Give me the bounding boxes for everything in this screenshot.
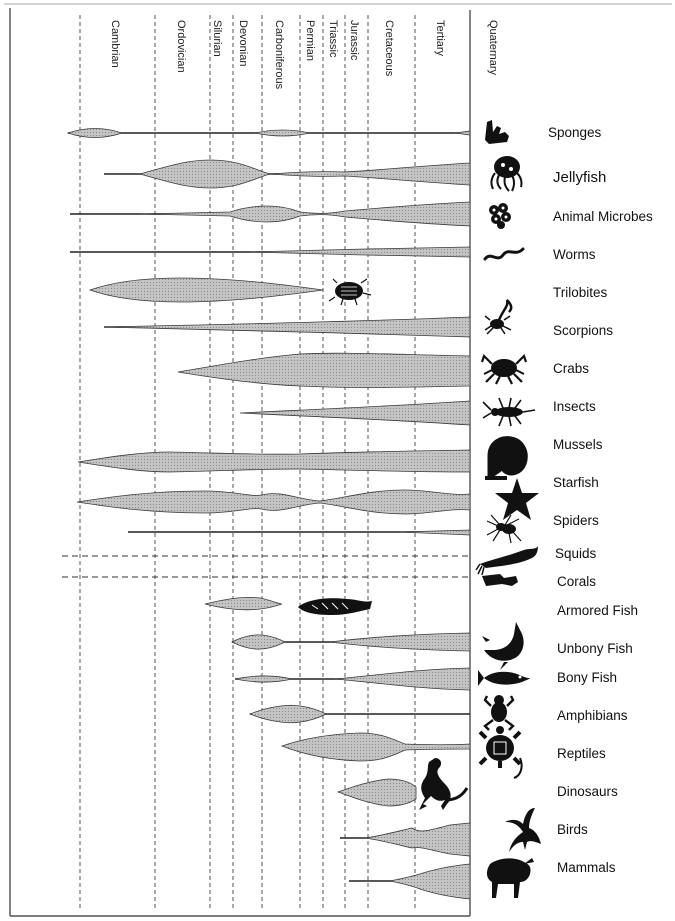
label-jellyfish: Jellyfish <box>553 169 607 186</box>
lineage-birds <box>340 823 470 856</box>
squid-icon <box>476 546 538 575</box>
lineage-insects <box>240 401 470 425</box>
lineage-sponges <box>68 129 470 138</box>
lineage-amphibians <box>250 705 470 722</box>
lineage-crabs <box>178 353 470 387</box>
lineage-animal-microbes <box>70 202 470 226</box>
uncertain-range-lines <box>62 556 470 577</box>
crab-icon <box>482 356 526 384</box>
turtle-icon <box>480 726 522 778</box>
lineage-trilobites <box>90 278 323 302</box>
period-label-cretaceous: Cretaceous <box>383 20 395 77</box>
label-dinosaurs: Dinosaurs <box>557 784 618 799</box>
lineage-bony-fish <box>235 668 470 690</box>
trilobite-icon <box>329 279 371 305</box>
mammal-icon <box>487 858 534 898</box>
period-label-quaternary: Quaternary <box>487 20 499 76</box>
label-insects: Insects <box>553 399 596 414</box>
starfish-icon <box>495 478 539 520</box>
period-labels <box>109 20 499 90</box>
label-squids: Squids <box>555 546 597 561</box>
label-sponges: Sponges <box>548 125 602 140</box>
label-animal-microbes: Animal Microbes <box>553 209 653 224</box>
label-starfish: Starfish <box>553 475 599 490</box>
label-birds: Birds <box>557 822 588 837</box>
period-label-cambrian: Cambrian <box>109 20 121 68</box>
label-crabs: Crabs <box>553 361 590 376</box>
lineage-reptiles <box>282 733 470 761</box>
insect-icon <box>483 398 535 426</box>
label-mammals: Mammals <box>557 860 616 875</box>
lineage-spiders <box>128 530 470 535</box>
label-spiders: Spiders <box>553 513 599 528</box>
frog-icon <box>485 695 513 730</box>
period-label-silurian: Silurian <box>211 20 223 57</box>
label-amphibians: Amphibians <box>557 708 628 723</box>
label-mussels: Mussels <box>553 437 603 452</box>
label-reptiles: Reptiles <box>557 746 606 761</box>
period-label-tertiary: Tertiary <box>434 20 446 57</box>
animal-labels <box>548 125 653 875</box>
sponge-icon <box>485 120 509 144</box>
label-worms: Worms <box>553 247 596 262</box>
armored-fish-icon <box>298 598 372 615</box>
lineage-mammals <box>349 864 470 899</box>
worm-icon <box>485 249 523 259</box>
period-label-carboniferous: Carboniferous <box>273 20 285 90</box>
bird-icon <box>505 808 541 852</box>
label-bony-fish: Bony Fish <box>557 670 618 685</box>
label-corals: Corals <box>557 574 597 589</box>
mussel-icon <box>485 438 526 480</box>
lineage-unbony-fish <box>232 633 470 651</box>
lineage-worms <box>70 247 470 257</box>
coral-icon <box>482 574 518 586</box>
microbe-icon <box>489 203 511 229</box>
period-label-devonian: Devonian <box>237 20 249 67</box>
lineage-mussels <box>78 450 470 472</box>
scorpion-icon <box>485 300 511 334</box>
period-label-triassic: Triassic <box>327 20 339 58</box>
lineage-dinosaurs <box>338 779 416 806</box>
label-unbony-fish: Unbony Fish <box>557 641 633 656</box>
dinosaur-icon <box>419 758 467 810</box>
period-label-ordovician: Ordovician <box>175 20 187 73</box>
lineage-armored-fish <box>205 597 282 609</box>
lineage-scorpions <box>104 317 470 337</box>
label-armored-fish: Armored Fish <box>557 603 639 618</box>
label-trilobites: Trilobites <box>553 285 608 300</box>
shark-icon <box>482 622 524 670</box>
period-label-jurassic: Jurassic <box>348 20 360 61</box>
bony-fish-icon <box>478 670 530 686</box>
jellyfish-icon <box>491 156 521 191</box>
label-scorpions: Scorpions <box>553 323 614 338</box>
lineage-starfish <box>77 490 470 514</box>
lineages <box>68 129 470 900</box>
period-label-permian: Permian <box>304 20 316 61</box>
